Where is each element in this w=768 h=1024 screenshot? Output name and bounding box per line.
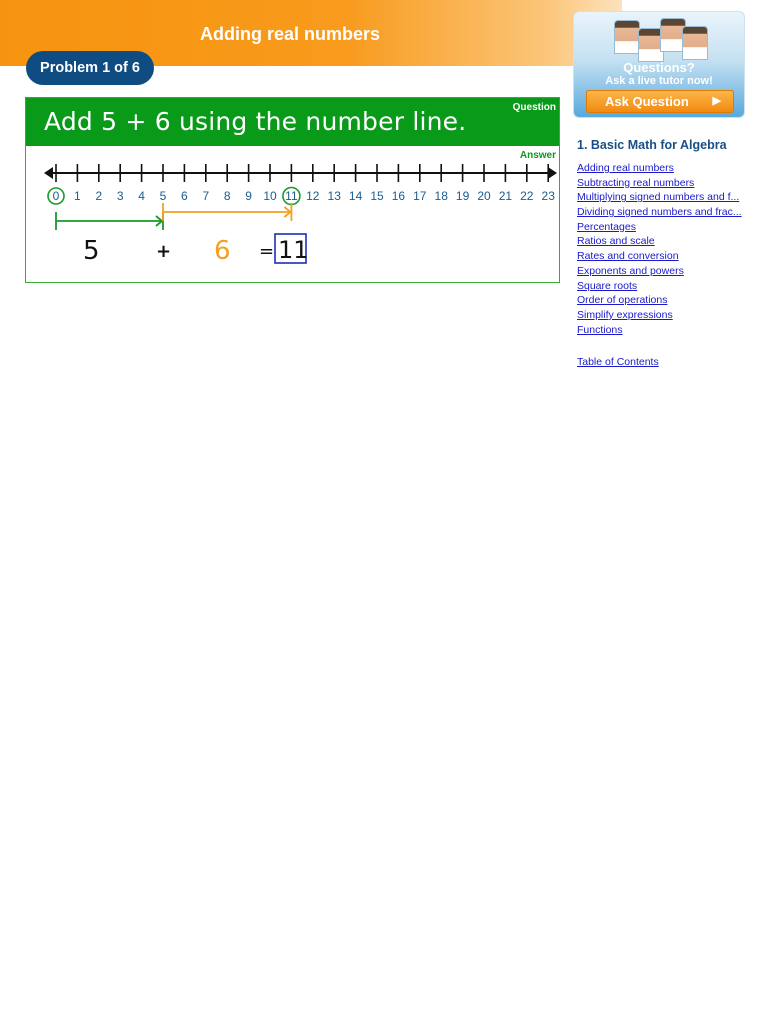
jump-arrow-6 [163, 203, 291, 221]
question-text: Add 5 + 6 using the number line. [44, 107, 467, 136]
tick-label: 10 [263, 189, 277, 203]
tick-label: 1 [74, 189, 81, 203]
right-arrow-icon [548, 167, 557, 179]
sidebar-item [577, 305, 742, 320]
sidebar-link-simplify-expressions[interactable]: Simplify expressions [577, 308, 673, 321]
sidebar-item [577, 202, 742, 217]
tick-label: 15 [370, 189, 384, 203]
tick-label: 2 [95, 189, 103, 203]
answer-tab[interactable]: Answer [519, 150, 556, 161]
tick-label: 20 [477, 189, 491, 203]
tick-label: 4 [138, 189, 145, 203]
tutor-headline: Questions? [623, 60, 695, 75]
equation-addend-a: 5 [83, 236, 100, 266]
problem-counter-badge: Problem 1 of 6 [26, 51, 154, 85]
sidebar-item [577, 261, 742, 276]
tick-label: 23 [541, 189, 555, 203]
sidebar-link-adding-real-numbers[interactable]: Adding real numbers [577, 162, 674, 174]
tick-label: 16 [391, 189, 406, 203]
sidebar-item [577, 173, 742, 188]
ask-question-label: Ask Question [605, 94, 689, 109]
number-line-diagram [26, 146, 559, 282]
tick-label: 0 [52, 189, 60, 203]
sidebar-item [577, 158, 742, 173]
question-header [26, 98, 559, 146]
tutor-photo-icon [614, 20, 640, 54]
equation-addend-b: 6 [214, 236, 231, 266]
page-title: Adding real numbers [200, 24, 381, 44]
tick-label: 5 [159, 189, 167, 203]
equation-result: 11 [278, 236, 309, 264]
sidebar-link-rates-and-conversion[interactable]: Rates and conversion [577, 250, 679, 263]
sidebar-item [577, 246, 742, 261]
sidebar-item [577, 231, 742, 246]
table-of-contents-link[interactable]: Table of Contents [577, 356, 659, 368]
sidebar-item [577, 276, 742, 291]
equation-equals-sign: = [259, 241, 275, 262]
sidebar-item [577, 320, 742, 335]
tick-label: 14 [348, 189, 363, 203]
sidebar-item [577, 217, 742, 232]
sidebar-link-exponents-and-powers[interactable]: Exponents and powers [577, 264, 684, 277]
play-arrow-icon: ▶ [712, 95, 721, 107]
tick-label: 11 [285, 189, 298, 203]
tutor-photo-icon [682, 26, 708, 60]
sidebar-item [577, 187, 742, 202]
problem-card [25, 97, 560, 283]
live-tutor-ad[interactable] [573, 11, 745, 118]
tick-label: 9 [245, 189, 252, 203]
tick-label: 8 [223, 189, 231, 203]
sidebar-item [577, 290, 742, 305]
tick-label: 17 [413, 189, 427, 203]
sidebar-section-title: 1. Basic Math for Algebra [577, 138, 727, 152]
tick-label: 12 [306, 189, 320, 203]
tick-label: 6 [181, 189, 188, 203]
equation-plus-sign: + [156, 241, 172, 262]
tick-label: 3 [116, 189, 124, 203]
sidebar-link-square-roots[interactable]: Square roots [577, 279, 638, 292]
tick-label: 19 [455, 189, 470, 203]
left-arrow-icon [44, 167, 53, 179]
sidebar-link-order-of-operations[interactable]: Order of operations [577, 294, 668, 307]
tick-label: 13 [327, 189, 341, 203]
tutor-subtext: Ask a live tutor now! [605, 75, 713, 87]
sidebar-link-functions[interactable]: Functions [577, 323, 623, 336]
sidebar-link-ratios-and-scale[interactable]: Ratios and scale [577, 235, 655, 248]
question-tab[interactable]: Question [512, 102, 556, 113]
jump-arrow-5 [56, 212, 163, 230]
sidebar-link-subtracting-real-numbers[interactable]: Subtracting real numbers [577, 176, 695, 189]
sidebar-topic-list [577, 158, 742, 334]
sidebar-link-percentages[interactable]: Percentages [577, 220, 636, 233]
ask-question-button[interactable] [586, 90, 734, 113]
sidebar-link-dividing-signed-numbers[interactable]: Dividing signed numbers and frac... [577, 206, 742, 219]
tick-label: 7 [202, 189, 210, 203]
tick-label: 22 [520, 189, 534, 203]
tick-label: 18 [434, 189, 448, 203]
sidebar-link-multiplying-signed-numbers[interactable]: Multiplying signed numbers and f... [577, 191, 740, 204]
tick-label: 21 [498, 189, 513, 203]
